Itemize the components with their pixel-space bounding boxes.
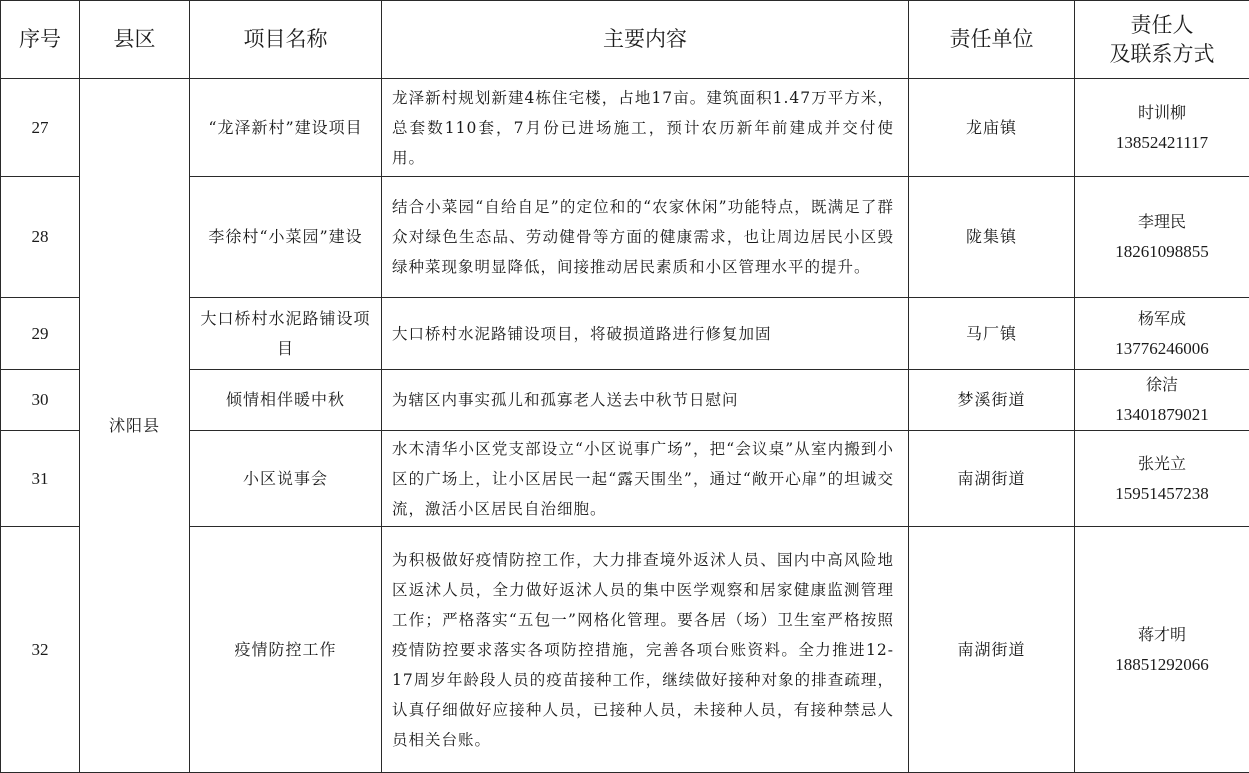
seq-cell: 31 [1, 431, 80, 527]
person-name: 张光立 [1075, 449, 1249, 479]
person-name: 蒋才明 [1075, 620, 1249, 650]
content-cell: 为积极做好疫情防控工作，大力排查境外返沭人员、国内中高风险地区返沭人员，全力做好返沭人员的集中医学观察和居家健康监测管理工作；严格落实“五包一”网格化管理。要各居（场）卫生室严格按照疫情防控要求落实各项防控措施，完善各项台账资料。全力推进12-17周岁年龄段人员的疫苗接种工作，继续做好接种对象的排查疏理，认真仔细做好应接种人员，已接种人员，未接种人员，有接种禁忌人员相关台账。 [382, 527, 909, 773]
header-county: 县区 [80, 1, 190, 79]
contact-cell [1075, 527, 1249, 773]
person-name: 时训柳 [1075, 98, 1249, 128]
content-cell: 为辖区内事实孤儿和孤寡老人送去中秋节日慰问 [382, 370, 909, 431]
county-cell: 沭阳县 [80, 79, 190, 773]
person-phone: 13852421117 [1075, 128, 1249, 158]
person-phone: 18261098855 [1075, 237, 1249, 267]
table-row [1, 79, 1249, 177]
content-cell: 水木清华小区党支部设立“小区说事广场”，把“会议桌”从室内搬到小区的广场上，让小区居民一起“露天围坐”，通过“敞开心扉”的坦诚交流，激活小区居民自治细胞。 [382, 431, 909, 527]
content-cell: 结合小菜园“自给自足”的定位和的“农家休闲”功能特点，既满足了群众对绿色生态品、劳动健骨等方面的健康需求，也让周边居民小区毁绿种菜现象明显降低，间接推动居民素质和小区管理水平的提升。 [382, 177, 909, 298]
project-name-cell: 小区说事会 [190, 431, 382, 527]
project-name-cell: 疫情防控工作 [190, 527, 382, 773]
person-phone: 13401879021 [1075, 400, 1249, 430]
header-unit: 责任单位 [909, 1, 1075, 79]
person-phone: 15951457238 [1075, 479, 1249, 509]
seq-cell: 29 [1, 298, 80, 370]
person-phone: 13776246006 [1075, 334, 1249, 364]
project-name-cell: 倾情相伴暖中秋 [190, 370, 382, 431]
seq-cell: 28 [1, 177, 80, 298]
header-seq: 序号 [1, 1, 80, 79]
person-name: 李理民 [1075, 207, 1249, 237]
contact-cell [1075, 370, 1249, 431]
seq-cell: 32 [1, 527, 80, 773]
contact-cell [1075, 298, 1249, 370]
project-name-cell: 大口桥村水泥路铺设项目 [190, 298, 382, 370]
seq-cell: 27 [1, 79, 80, 177]
unit-cell: 南湖街道 [909, 431, 1075, 527]
person-phone: 18851292066 [1075, 650, 1249, 680]
contact-cell [1075, 431, 1249, 527]
unit-cell: 龙庙镇 [909, 79, 1075, 177]
unit-cell: 梦溪街道 [909, 370, 1075, 431]
contact-cell [1075, 79, 1249, 177]
project-name-cell: “龙泽新村”建设项目 [190, 79, 382, 177]
person-name: 杨军成 [1075, 304, 1249, 334]
unit-cell: 马厂镇 [909, 298, 1075, 370]
content-cell: 龙泽新村规划新建4栋住宅楼，占地17亩。建筑面积1.47万平方米，总套数110套，7月份已进场施工，预计农历新年前建成并交付使用。 [382, 79, 909, 177]
header-contact-line2: 及联系方式 [1075, 40, 1249, 69]
content-cell: 大口桥村水泥路铺设项目，将破损道路进行修复加固 [382, 298, 909, 370]
unit-cell: 陇集镇 [909, 177, 1075, 298]
header-project: 项目名称 [190, 1, 382, 79]
header-row [1, 1, 1249, 79]
header-contact [1075, 1, 1249, 79]
header-content: 主要内容 [382, 1, 909, 79]
seq-cell: 30 [1, 370, 80, 431]
project-name-cell: 李徐村“小菜园”建设 [190, 177, 382, 298]
unit-cell: 南湖街道 [909, 527, 1075, 773]
contact-cell [1075, 177, 1249, 298]
person-name: 徐洁 [1075, 370, 1249, 400]
header-contact-line1: 责任人 [1075, 11, 1249, 40]
